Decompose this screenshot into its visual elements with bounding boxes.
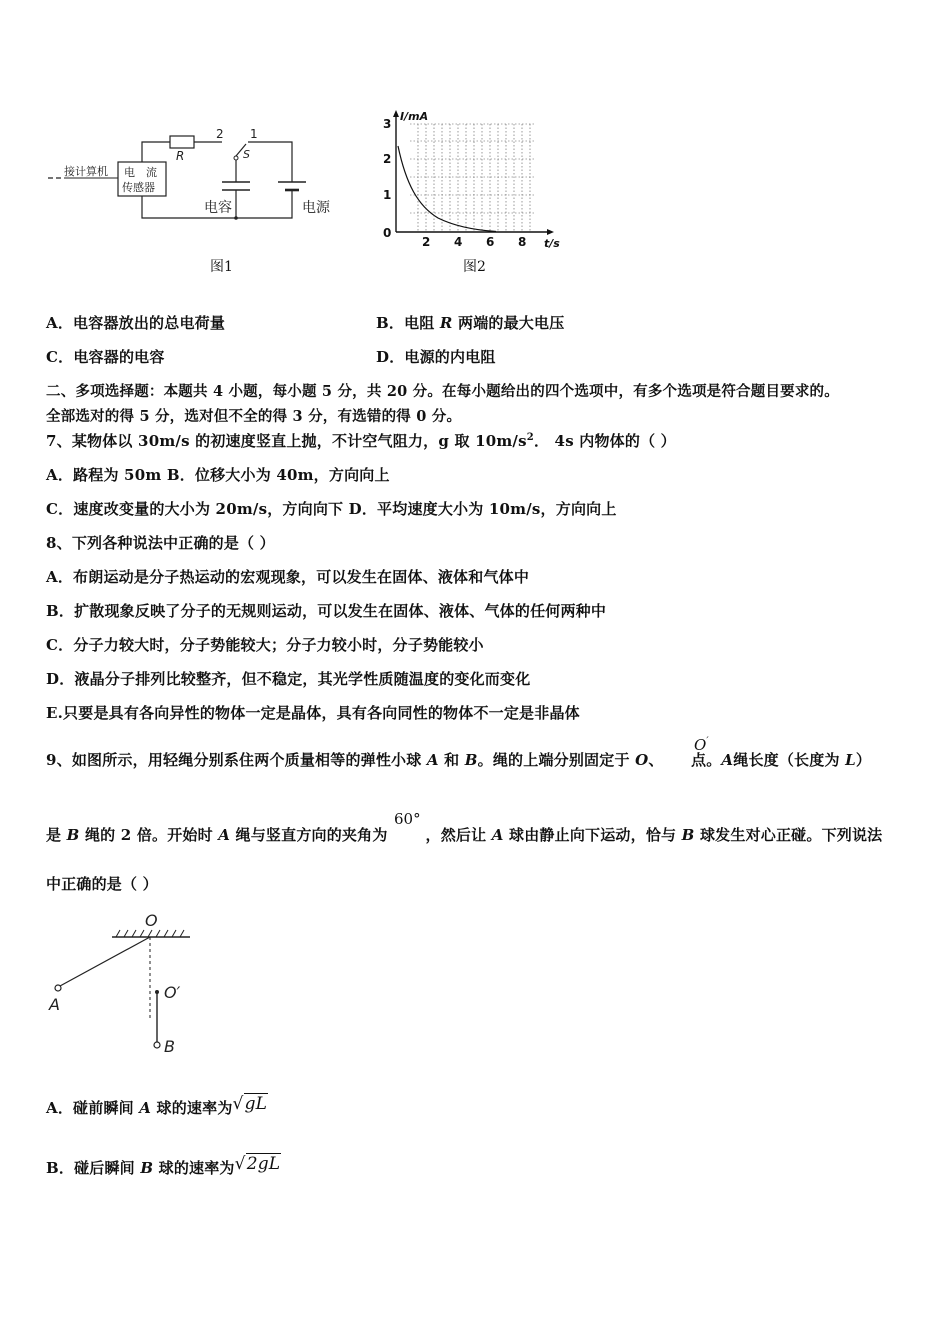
q8-option-a: A．布朗运动是分子热运动的宏观现象，可以发生在固体、液体和气体中 bbox=[46, 568, 530, 586]
figure-1-caption: 图1 bbox=[210, 259, 233, 275]
fig1-sensor-label-2: 传感器 bbox=[122, 181, 155, 194]
q9-l1-var-o: O bbox=[635, 751, 649, 769]
q9-l1-c: 点。 bbox=[685, 751, 722, 769]
q9-option-b-sqrt: √2gL bbox=[234, 1154, 281, 1174]
q9-o-prime-letter: O bbox=[694, 736, 707, 754]
figure-2-caption: 图2 bbox=[463, 259, 486, 275]
fig1-resistor bbox=[170, 136, 194, 148]
fig1-switch-label: S bbox=[243, 148, 250, 161]
q9-fig-label-o: O bbox=[145, 911, 158, 930]
fig1-computer-label: 接计算机 bbox=[64, 165, 108, 178]
q7-options-cd: C．速度改变量的大小为 20m/s，方向向下 D．平均速度大小为 10m/s，方向向上 bbox=[46, 500, 617, 518]
q7-stem-text-b: ． 4s 内物体的（ ） bbox=[533, 432, 676, 450]
q6-option-d: D．电源的内电阻 bbox=[376, 348, 496, 366]
q9-l1-var-a: A bbox=[426, 751, 439, 769]
q9-option-b-var: B bbox=[140, 1159, 154, 1177]
fig2-y-axis-label: I/mA bbox=[400, 110, 429, 123]
q9-fig-label-a: A bbox=[49, 995, 60, 1014]
q6-option-b-suffix: 两端的最大电压 bbox=[452, 314, 565, 332]
section-2-instruction-line-2: 全部选对的得 5 分，选对但不全的得 3 分，有选错的得 0 分。 bbox=[46, 408, 462, 425]
q8-option-b: B．扩散现象反映了分子的无规则运动，可以发生在固体、液体、气体的任何两种中 bbox=[46, 602, 607, 620]
q9-l1-d: 绳长度（长度为 bbox=[733, 751, 846, 769]
q9-l1-var-a-2: A bbox=[721, 751, 734, 769]
q9-stem-line-1 bbox=[46, 749, 871, 770]
q9-l2-var-b: B bbox=[66, 826, 80, 844]
q6-option-a: A．电容器放出的总电荷量 bbox=[46, 314, 226, 332]
fig1-r-label: R bbox=[176, 149, 185, 163]
q9-l1-and: 和 bbox=[438, 751, 465, 769]
q7-options-ab: A．路程为 50m B．位移大小为 40m，方向向上 bbox=[46, 466, 390, 484]
q9-o-prime-symbol bbox=[694, 736, 709, 754]
fig2-x-tick-8: 8 bbox=[518, 235, 527, 249]
q9-o-prime-mark: ′ bbox=[706, 736, 709, 747]
q9-fig-label-o-prime: O′ bbox=[164, 983, 181, 1002]
q9-stem-line-3: 中正确的是（ ） bbox=[46, 875, 158, 893]
q8-stem: 8、下列各种说法中正确的是（ ） bbox=[46, 534, 275, 552]
q9-option-a-mid: 球的速率为 bbox=[151, 1099, 233, 1117]
section-2-instruction-line-1: 二、多项选择题：本题共 4 小题，每小题 5 分，共 20 分。在每小题给出的四个选项中，有多个选项是符合题目要求的。 bbox=[46, 383, 839, 400]
q9-l1-var-l: L bbox=[845, 751, 856, 769]
fig2-x-tick-2: 2 bbox=[422, 235, 431, 249]
q9-l2-e: 球由静止向下运动，恰与 bbox=[503, 826, 682, 844]
fig1-contact-1-label: 1 bbox=[250, 127, 258, 141]
q9-option-a-radicand: gL bbox=[244, 1094, 268, 1114]
q8-option-c: C．分子力较大时，分子势能较大；分子力较小时，分子势能较小 bbox=[46, 636, 484, 654]
q9-option-a-sqrt: √gL bbox=[232, 1094, 268, 1114]
fig2-x-tick-6: 6 bbox=[486, 235, 495, 249]
q9-l2-c: 绳与竖直方向的夹角为 bbox=[230, 826, 388, 844]
q9-option-a-text: A．碰前瞬间 bbox=[46, 1099, 140, 1117]
q9-option-b-text: B．碰后瞬间 bbox=[46, 1159, 141, 1177]
q9-l1-e: ） bbox=[855, 751, 872, 769]
q9-l2-d: ，然后让 bbox=[425, 826, 492, 844]
fig1-contact-2-label: 2 bbox=[216, 127, 224, 141]
fig1-capacitor-label: 电容 bbox=[204, 200, 232, 216]
q7-stem-text-a: 7、某物体以 30m/s 的初速度竖直上抛，不计空气阻力，g 取 10m/s bbox=[46, 432, 527, 450]
q6-option-b-var: R bbox=[439, 314, 453, 332]
q9-l1-a: 9、如图所示，用轻绳分别系住两个质量相等的弹性小球 bbox=[46, 751, 427, 769]
q8-option-e: E.只要是具有各向异性的物体一定是晶体，具有各向同性的物体不一定是非晶体 bbox=[46, 704, 580, 722]
q9-pendulum-figure bbox=[40, 910, 210, 1060]
q9-l2-b: 绳的 2 倍。开始时 bbox=[79, 826, 219, 844]
q7-stem-superscript: 2 bbox=[526, 432, 534, 443]
fig1-sensor-label-1: 电 流 bbox=[124, 166, 157, 179]
q9-option-b-mid: 球的速率为 bbox=[153, 1159, 235, 1177]
q6-option-b-prefix: B．电阻 bbox=[376, 314, 440, 332]
q6-option-c: C．电容器的电容 bbox=[46, 348, 165, 366]
figure-1-circuit bbox=[40, 120, 360, 240]
q7-stem bbox=[46, 430, 676, 451]
q9-option-a-var: A bbox=[139, 1099, 152, 1117]
fig2-y-tick-0: 0 bbox=[383, 226, 392, 240]
q9-ball-a bbox=[55, 985, 61, 991]
q9-l2-var-b-2: B bbox=[681, 826, 695, 844]
q9-l1-var-b: B bbox=[464, 751, 478, 769]
q9-option-a bbox=[46, 1094, 268, 1118]
q9-l2-var-a: A bbox=[218, 826, 231, 844]
q9-l1-sep: 、 bbox=[648, 751, 664, 769]
q9-rope-a bbox=[60, 937, 150, 986]
q9-l2-f: 球发生对心正碰。下列说法 bbox=[694, 826, 883, 844]
q9-angle-60: 60° bbox=[394, 810, 421, 828]
fig2-x-tick-4: 4 bbox=[454, 235, 463, 249]
q9-option-b bbox=[46, 1154, 281, 1178]
q6-option-b bbox=[376, 312, 564, 333]
fig1-source-label: 电源 bbox=[302, 200, 330, 216]
q9-stem-line-2 bbox=[46, 824, 882, 845]
q8-option-d: D．液晶分子排列比较整齐，但不稳定，其光学性质随温度的变化而变化 bbox=[46, 670, 531, 688]
q9-l2-var-a-2: A bbox=[491, 826, 504, 844]
q9-l2-a: 是 bbox=[46, 826, 67, 844]
fig2-y-tick-3: 3 bbox=[383, 117, 392, 131]
fig2-y-tick-2: 2 bbox=[383, 152, 392, 166]
figure-2-graph bbox=[378, 106, 568, 252]
q9-fig-label-b: B bbox=[164, 1037, 175, 1056]
fig2-x-axis-label: t/s bbox=[544, 237, 560, 250]
q9-l1-b: 。绳的上端分别固定于 bbox=[477, 751, 636, 769]
q9-option-b-radicand: 2gL bbox=[246, 1154, 281, 1174]
q9-ball-b bbox=[154, 1042, 160, 1048]
fig2-y-tick-1: 1 bbox=[383, 188, 392, 202]
